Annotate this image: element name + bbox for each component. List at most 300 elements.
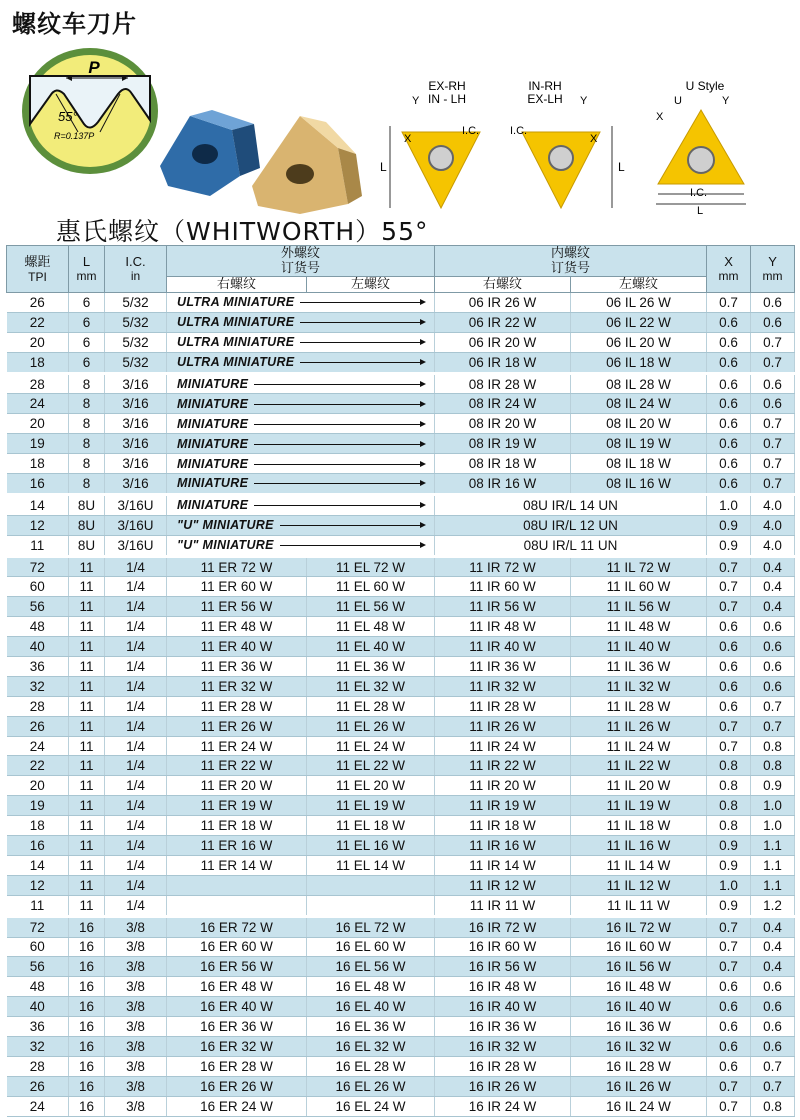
- cell-er: 11 ER 60 W: [167, 577, 307, 597]
- cell-y: 0.7: [751, 434, 795, 454]
- table-row: [7, 352, 795, 373]
- table-row: [7, 515, 795, 535]
- cell-ir: 11 IR 22 W: [435, 756, 571, 776]
- cell-er: 11 ER 20 W: [167, 776, 307, 796]
- in-rh-l: L: [618, 160, 625, 174]
- cell-y: 0.6: [751, 312, 795, 332]
- cell-tpi: 40: [7, 997, 69, 1017]
- cell-l: 11: [69, 756, 105, 776]
- cell-x: 0.6: [707, 1056, 751, 1076]
- cell-external-series: [167, 474, 435, 495]
- cell-tpi: 24: [7, 736, 69, 756]
- cell-y: 4.0: [751, 515, 795, 535]
- cell-ic: 3/8: [105, 916, 167, 937]
- cell-external-series: [167, 293, 435, 313]
- cell-el: 11 EL 22 W: [307, 756, 435, 776]
- cell-ic: 3/8: [105, 937, 167, 957]
- cell-tpi: 60: [7, 937, 69, 957]
- external-series-label: ULTRA MINIATURE: [177, 335, 295, 350]
- arrow-right-icon: [254, 424, 424, 425]
- table-row: [7, 1076, 795, 1096]
- external-series-label: MINIATURE: [177, 456, 249, 471]
- cell-ic: 3/16U: [105, 515, 167, 535]
- cell-tpi: 14: [7, 494, 69, 515]
- cell-tpi: 32: [7, 1036, 69, 1056]
- table-row: [7, 312, 795, 332]
- cell-er: 11 ER 24 W: [167, 736, 307, 756]
- cell-l: 16: [69, 916, 105, 937]
- cell-l: 8U: [69, 515, 105, 535]
- table-row: [7, 696, 795, 716]
- cell-tpi: 72: [7, 556, 69, 577]
- cell-ir: 11 IR 24 W: [435, 736, 571, 756]
- cell-y: 0.6: [751, 1017, 795, 1037]
- cell-tpi: 48: [7, 977, 69, 997]
- cell-l: 11: [69, 736, 105, 756]
- cell-y: 1.0: [751, 796, 795, 816]
- table-row: [7, 937, 795, 957]
- cell-ir: 06 IR 20 W: [435, 332, 571, 352]
- cell-x: 0.6: [707, 997, 751, 1017]
- cell-il: 11 IL 19 W: [571, 796, 707, 816]
- cell-il: 16 IL 72 W: [571, 916, 707, 937]
- cell-ic: 1/4: [105, 556, 167, 577]
- spec-table: [6, 245, 795, 1117]
- cell-il: 06 IL 18 W: [571, 352, 707, 373]
- cell-ir: 06 IR 18 W: [435, 352, 571, 373]
- cell-el: 11 EL 32 W: [307, 676, 435, 696]
- cell-x: 0.8: [707, 816, 751, 836]
- cell-y: 0.6: [751, 997, 795, 1017]
- cell-x: 0.7: [707, 916, 751, 937]
- cell-ic: 1/4: [105, 895, 167, 916]
- cell-ic: 5/32: [105, 352, 167, 373]
- cell-ir: 11 IR 32 W: [435, 676, 571, 696]
- cell-il: 16 IL 32 W: [571, 1036, 707, 1056]
- cell-ic: 1/4: [105, 597, 167, 617]
- cell-l: 16: [69, 937, 105, 957]
- cell-y: 1.2: [751, 895, 795, 916]
- cell-x: 0.6: [707, 434, 751, 454]
- table-row: [7, 414, 795, 434]
- cell-er: 11 ER 72 W: [167, 556, 307, 577]
- cell-x: 0.7: [707, 937, 751, 957]
- pitch-label: P: [88, 58, 100, 77]
- cell-x: 0.7: [707, 736, 751, 756]
- cell-ic: 1/4: [105, 637, 167, 657]
- arrow-right-icon: [254, 483, 424, 484]
- external-series-label: MINIATURE: [177, 436, 249, 451]
- header-pitch: 螺距 TPI: [7, 246, 69, 293]
- cell-er: 11 ER 16 W: [167, 836, 307, 856]
- cell-ic: 1/4: [105, 796, 167, 816]
- cell-ir: 11 IR 40 W: [435, 637, 571, 657]
- cell-tpi: 16: [7, 836, 69, 856]
- cell-ir: 06 IR 26 W: [435, 293, 571, 313]
- cell-x: 0.7: [707, 716, 751, 736]
- cell-ir: 16 IR 56 W: [435, 957, 571, 977]
- cell-l: 11: [69, 657, 105, 677]
- cell-l: 6: [69, 312, 105, 332]
- cell-l: 8: [69, 414, 105, 434]
- cell-ic: 3/8: [105, 1017, 167, 1037]
- cell-l: 8: [69, 394, 105, 414]
- cell-er: 11 ER 14 W: [167, 855, 307, 875]
- cell-il: 08 IL 20 W: [571, 414, 707, 434]
- header-internal: 内螺纹: [435, 246, 707, 262]
- cell-er: 16 ER 26 W: [167, 1076, 307, 1096]
- cell-ir: 11 IR 56 W: [435, 597, 571, 617]
- cell-ir: 16 IR 24 W: [435, 1096, 571, 1116]
- cell-tpi: 28: [7, 373, 69, 394]
- cell-tpi: 56: [7, 957, 69, 977]
- cell-y: 1.0: [751, 816, 795, 836]
- external-series-label: MINIATURE: [177, 476, 249, 491]
- cell-tpi: 22: [7, 756, 69, 776]
- cell-er: 16 ER 32 W: [167, 1036, 307, 1056]
- cell-ir: 16 IR 36 W: [435, 1017, 571, 1037]
- cell-ir: 08 IR 16 W: [435, 474, 571, 495]
- angle-label: 55°: [58, 109, 78, 124]
- cell-y: 0.7: [751, 474, 795, 495]
- cell-tpi: 18: [7, 454, 69, 474]
- cell-l: 11: [69, 895, 105, 916]
- cell-el: 11 EL 24 W: [307, 736, 435, 756]
- u-style-l: L: [697, 205, 704, 216]
- cell-ir: 11 IR 20 W: [435, 776, 571, 796]
- table-row: [7, 836, 795, 856]
- table-row: [7, 997, 795, 1017]
- cell-ir: 08 IR 20 W: [435, 414, 571, 434]
- cell-il: 16 IL 56 W: [571, 957, 707, 977]
- cell-il: 11 IL 40 W: [571, 637, 707, 657]
- cell-x: 0.6: [707, 977, 751, 997]
- cell-x: 1.0: [707, 494, 751, 515]
- cell-l: 16: [69, 1056, 105, 1076]
- in-rh-title: IN-RH: [528, 79, 562, 93]
- cell-er: 16 ER 40 W: [167, 997, 307, 1017]
- cell-el: 16 EL 26 W: [307, 1076, 435, 1096]
- in-rh-x: X: [590, 133, 598, 145]
- cell-y: 0.6: [751, 617, 795, 637]
- header-internal-order: 订货号: [435, 261, 707, 277]
- cell-x: 0.8: [707, 796, 751, 816]
- cell-er: 11 ER 19 W: [167, 796, 307, 816]
- cell-ir: 11 IR 11 W: [435, 895, 571, 916]
- ex-rh-ic: I.C.: [462, 125, 480, 137]
- in-rh-subtitle: EX-LH: [527, 92, 563, 106]
- external-series-label: ULTRA MINIATURE: [177, 315, 295, 330]
- cell-y: 0.7: [751, 696, 795, 716]
- cell-ic: 3/8: [105, 977, 167, 997]
- cell-ir: 08 IR 19 W: [435, 434, 571, 454]
- cell-ic: 3/8: [105, 1056, 167, 1076]
- table-row: [7, 394, 795, 414]
- cell-el: 16 EL 24 W: [307, 1096, 435, 1116]
- cell-external-series: [167, 332, 435, 352]
- ex-rh-title: EX-RH: [428, 79, 466, 93]
- cell-el: 11 EL 16 W: [307, 836, 435, 856]
- cell-x: 0.9: [707, 515, 751, 535]
- cell-er: 16 ER 48 W: [167, 977, 307, 997]
- cell-er: 16 ER 24 W: [167, 1096, 307, 1116]
- cell-y: 0.6: [751, 676, 795, 696]
- arrow-right-icon: [300, 302, 424, 303]
- cell-tpi: 11: [7, 535, 69, 556]
- cell-y: 1.1: [751, 836, 795, 856]
- cell-y: 0.6: [751, 657, 795, 677]
- cell-l: 11: [69, 676, 105, 696]
- cell-y: 0.7: [751, 332, 795, 352]
- cell-x: 0.7: [707, 293, 751, 313]
- cell-ic: 1/4: [105, 776, 167, 796]
- cell-tpi: 12: [7, 515, 69, 535]
- page-title: 螺纹车刀片: [12, 10, 137, 38]
- cell-el: 11 EL 56 W: [307, 597, 435, 617]
- cell-ic: 3/16: [105, 474, 167, 495]
- table-row: [7, 454, 795, 474]
- cell-y: 0.4: [751, 916, 795, 937]
- cell-l: 16: [69, 997, 105, 1017]
- cell-x: 0.6: [707, 394, 751, 414]
- header-ic: I.C. in: [105, 246, 167, 293]
- cell-ic: 1/4: [105, 577, 167, 597]
- cell-external-series: [167, 535, 435, 556]
- table-row: [7, 617, 795, 637]
- cell-ic: 3/8: [105, 1076, 167, 1096]
- cell-el: 11 EL 19 W: [307, 796, 435, 816]
- cell-il: 11 IL 18 W: [571, 816, 707, 836]
- cell-l: 16: [69, 1076, 105, 1096]
- u-style-y: Y: [722, 95, 730, 107]
- cell-y: 0.8: [751, 736, 795, 756]
- cell-ic: 5/32: [105, 332, 167, 352]
- cell-er: 11 ER 56 W: [167, 597, 307, 617]
- cell-il: 16 IL 60 W: [571, 937, 707, 957]
- cell-el: 11 EL 40 W: [307, 637, 435, 657]
- header-ext-right: 右螺纹: [167, 277, 307, 293]
- cell-ic: 1/4: [105, 875, 167, 895]
- cell-ir: 16 IR 72 W: [435, 916, 571, 937]
- cell-y: 4.0: [751, 494, 795, 515]
- cell-tpi: 48: [7, 617, 69, 637]
- cell-il: 11 IL 48 W: [571, 617, 707, 637]
- cell-el: 11 EL 48 W: [307, 617, 435, 637]
- u-style-x: X: [656, 111, 664, 123]
- cell-x: 0.8: [707, 756, 751, 776]
- cell-tpi: 28: [7, 1056, 69, 1076]
- cell-l: 6: [69, 352, 105, 373]
- cell-el: 16 EL 36 W: [307, 1017, 435, 1037]
- cell-ic: 1/4: [105, 756, 167, 776]
- cell-x: 0.6: [707, 454, 751, 474]
- gold-insert-image: [252, 116, 362, 214]
- cell-x: 0.6: [707, 352, 751, 373]
- arrow-right-icon: [254, 404, 424, 405]
- table-row: [7, 855, 795, 875]
- table-row: [7, 637, 795, 657]
- external-series-label: ULTRA MINIATURE: [177, 355, 295, 370]
- table-row: [7, 434, 795, 454]
- arrow-right-icon: [300, 322, 424, 323]
- cell-tpi: 24: [7, 1096, 69, 1116]
- cell-ic: 1/4: [105, 617, 167, 637]
- cell-external-series: [167, 352, 435, 373]
- ex-rh-l: L: [380, 160, 387, 174]
- header-external-order: 订货号: [167, 261, 435, 277]
- external-series-label: MINIATURE: [177, 498, 249, 513]
- cell-y: 0.6: [751, 394, 795, 414]
- cell-in_span: 08U IR/L 12 UN: [435, 515, 707, 535]
- cell-external-series: [167, 312, 435, 332]
- cell-y: 0.6: [751, 293, 795, 313]
- cell-y: 0.6: [751, 373, 795, 394]
- cell-external-series: [167, 494, 435, 515]
- cell-er: 11 ER 28 W: [167, 696, 307, 716]
- cell-y: 0.7: [751, 414, 795, 434]
- ex-rh-subtitle: IN - LH: [427, 92, 467, 106]
- cell-er: 11 ER 18 W: [167, 816, 307, 836]
- cell-l: 6: [69, 293, 105, 313]
- cell-il: 16 IL 24 W: [571, 1096, 707, 1116]
- cell-x: 0.7: [707, 1096, 751, 1116]
- cell-in_span: 08U IR/L 11 UN: [435, 535, 707, 556]
- cell-y: 0.9: [751, 776, 795, 796]
- u-style-u: U: [674, 95, 682, 107]
- cell-il: 11 IL 20 W: [571, 776, 707, 796]
- cell-ir: 16 IR 60 W: [435, 937, 571, 957]
- table-row: [7, 1017, 795, 1037]
- cell-tpi: 18: [7, 352, 69, 373]
- figures: [0, 36, 800, 216]
- cell-external-series: [167, 394, 435, 414]
- cell-tpi: 32: [7, 676, 69, 696]
- cell-l: 11: [69, 617, 105, 637]
- cell-ic: 1/4: [105, 676, 167, 696]
- cell-ir: 16 IR 26 W: [435, 1076, 571, 1096]
- cell-l: 16: [69, 957, 105, 977]
- cell-ic: 3/16: [105, 394, 167, 414]
- cell-el: 16 EL 40 W: [307, 997, 435, 1017]
- cell-ir: 08 IR 18 W: [435, 454, 571, 474]
- cell-ic: 1/4: [105, 836, 167, 856]
- cell-el: 16 EL 56 W: [307, 957, 435, 977]
- table-row: [7, 1036, 795, 1056]
- arrow-right-icon: [254, 505, 424, 506]
- cell-y: 1.1: [751, 875, 795, 895]
- cell-ir: 06 IR 22 W: [435, 312, 571, 332]
- cell-tpi: 12: [7, 875, 69, 895]
- u-style-ic: I.C.: [690, 187, 708, 199]
- cell-ic: 3/16U: [105, 535, 167, 556]
- cell-el: 11 EL 14 W: [307, 855, 435, 875]
- cell-el: 11 EL 72 W: [307, 556, 435, 577]
- cell-il: 08 IL 28 W: [571, 373, 707, 394]
- radius-label: R=0.137P: [54, 131, 95, 141]
- cell-ir: 08 IR 24 W: [435, 394, 571, 414]
- table-row: [7, 293, 795, 313]
- cell-tpi: 36: [7, 1017, 69, 1037]
- ex-rh-diagram: [380, 79, 480, 208]
- cell-ic: 3/8: [105, 957, 167, 977]
- table-row: [7, 736, 795, 756]
- cell-external-series: [167, 454, 435, 474]
- cell-l: 11: [69, 875, 105, 895]
- cell-y: 0.7: [751, 1056, 795, 1076]
- arrow-right-icon: [300, 362, 424, 363]
- table-row: [7, 474, 795, 495]
- cell-er: 16 ER 60 W: [167, 937, 307, 957]
- section-title: 惠氏螺纹（WHITWORTH）55°: [56, 217, 429, 246]
- cell-il: 08 IL 18 W: [571, 454, 707, 474]
- cell-ic: 1/4: [105, 716, 167, 736]
- cell-x: 0.6: [707, 373, 751, 394]
- cell-ic: 1/4: [105, 816, 167, 836]
- cell-x: 0.8: [707, 776, 751, 796]
- cell-l: 11: [69, 556, 105, 577]
- cell-tpi: 26: [7, 1076, 69, 1096]
- cell-er: 11 ER 32 W: [167, 676, 307, 696]
- cell-x: 0.6: [707, 1017, 751, 1037]
- cell-x: 0.6: [707, 676, 751, 696]
- cell-y: 0.7: [751, 454, 795, 474]
- cell-x: 0.6: [707, 312, 751, 332]
- cell-y: 0.7: [751, 1076, 795, 1096]
- cell-l: 11: [69, 577, 105, 597]
- cell-l: 11: [69, 696, 105, 716]
- cell-ir: 11 IR 48 W: [435, 617, 571, 637]
- cell-ic: 3/16: [105, 414, 167, 434]
- cell-er: [167, 895, 307, 916]
- cell-el: 11 EL 60 W: [307, 577, 435, 597]
- cell-el: 11 EL 20 W: [307, 776, 435, 796]
- cell-tpi: 26: [7, 716, 69, 736]
- table-row: [7, 657, 795, 677]
- cell-y: 0.8: [751, 1096, 795, 1116]
- header-l: L mm: [69, 246, 105, 293]
- cell-er: [167, 875, 307, 895]
- cell-ic: 1/4: [105, 696, 167, 716]
- cell-ir: 11 IR 19 W: [435, 796, 571, 816]
- cell-tpi: 36: [7, 657, 69, 677]
- cell-ir: 11 IR 12 W: [435, 875, 571, 895]
- cell-ic: 3/16: [105, 434, 167, 454]
- in-rh-ic: I.C.: [510, 125, 528, 137]
- cell-ic: 3/16U: [105, 494, 167, 515]
- cell-y: 0.4: [751, 937, 795, 957]
- table-row: [7, 1096, 795, 1116]
- cell-tpi: 56: [7, 597, 69, 617]
- cell-er: 16 ER 72 W: [167, 916, 307, 937]
- cell-il: 11 IL 32 W: [571, 676, 707, 696]
- cell-y: 0.6: [751, 977, 795, 997]
- cell-x: 0.9: [707, 535, 751, 556]
- in-rh-diagram: [510, 79, 625, 208]
- cell-il: 11 IL 56 W: [571, 597, 707, 617]
- cell-x: 0.7: [707, 577, 751, 597]
- cell-l: 16: [69, 1017, 105, 1037]
- cell-ic: 3/8: [105, 1036, 167, 1056]
- header-x: X mm: [707, 246, 751, 293]
- cell-tpi: 22: [7, 312, 69, 332]
- cell-tpi: 20: [7, 332, 69, 352]
- cell-y: 0.4: [751, 597, 795, 617]
- cell-l: 8U: [69, 535, 105, 556]
- cell-tpi: 19: [7, 434, 69, 454]
- table-row: [7, 1056, 795, 1076]
- cell-el: 11 EL 26 W: [307, 716, 435, 736]
- cell-x: 0.9: [707, 895, 751, 916]
